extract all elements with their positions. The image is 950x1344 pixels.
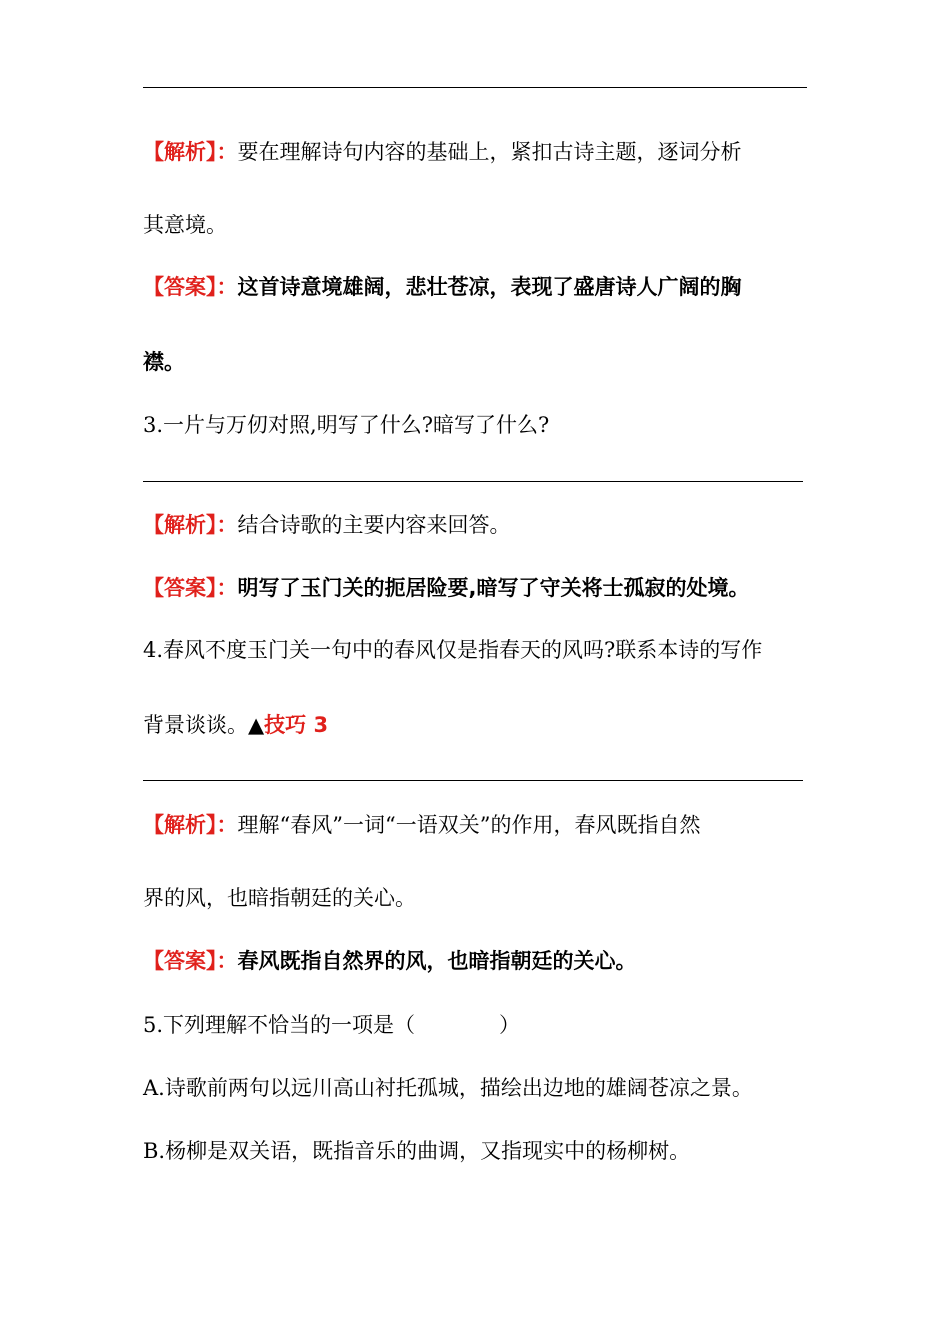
question-5 bbox=[143, 1010, 520, 1040]
option-text: B.杨柳是双关语，既指音乐的曲调，又指现实中的杨柳树。 bbox=[143, 1139, 691, 1163]
answer-line-q4 bbox=[143, 780, 803, 781]
q2-answer-line1 bbox=[143, 272, 742, 302]
answer-label: 【答案】： bbox=[143, 576, 238, 600]
answer-text: 春风既指自然界的风，也暗指朝廷的关心。 bbox=[237, 949, 637, 973]
q3-analysis bbox=[143, 510, 511, 540]
analysis-label: 【解析】： bbox=[143, 513, 238, 537]
question-4-line1 bbox=[143, 635, 762, 665]
question-3 bbox=[143, 410, 549, 440]
answer-text: 这首诗意境雄阔，悲壮苍凉，表现了盛唐诗人广阔的胸 bbox=[237, 275, 742, 299]
q2-analysis-line1 bbox=[143, 137, 742, 167]
q4-analysis-line1 bbox=[143, 810, 700, 840]
option-text: A.诗歌前两句以远川高山衬托孤城，描绘出边地的雄阔苍凉之景。 bbox=[143, 1076, 753, 1100]
q2-analysis-line2 bbox=[143, 210, 227, 240]
tip-label: 技巧 3 bbox=[264, 713, 329, 737]
question-text: 5.下列理解不恰当的一项是（ ） bbox=[143, 1013, 521, 1037]
analysis-label: 【解析】： bbox=[143, 813, 238, 837]
question-5-option-b bbox=[143, 1136, 690, 1166]
answer-text: 明写了玉门关的扼居险要,暗写了守关将士孤寂的处境。 bbox=[237, 576, 750, 600]
answer-label: 【答案】： bbox=[143, 949, 238, 973]
question-text: 背景谈谈。 bbox=[143, 713, 248, 737]
analysis-text: 要在理解诗句内容的基础上，紧扣古诗主题，逐词分析 bbox=[237, 140, 742, 164]
analysis-text: 其意境。 bbox=[143, 213, 227, 237]
analysis-label: 【解析】： bbox=[143, 140, 238, 164]
answer-label: 【答案】： bbox=[143, 275, 238, 299]
answer-line-q3 bbox=[143, 481, 803, 482]
q2-answer-line2 bbox=[143, 347, 185, 377]
question-5-option-a bbox=[143, 1073, 753, 1103]
question-text: 3.一片与万仞对照,明写了什么?暗写了什么? bbox=[143, 413, 550, 437]
analysis-text: 结合诗歌的主要内容来回答。 bbox=[237, 513, 511, 537]
triangle-icon: ▲ bbox=[248, 713, 265, 737]
q4-analysis-line2 bbox=[143, 883, 416, 913]
q4-answer bbox=[143, 946, 637, 976]
q3-answer bbox=[143, 573, 749, 603]
question-4-line2 bbox=[143, 710, 328, 740]
answer-line-q2 bbox=[143, 87, 807, 88]
analysis-text: 理解“春风”一词“一语双关”的作用，春风既指自然 bbox=[237, 813, 701, 837]
question-text: 4.春风不度玉门关一句中的春风仅是指春天的风吗?联系本诗的写作 bbox=[143, 638, 763, 662]
analysis-text: 界的风，也暗指朝廷的关心。 bbox=[143, 886, 416, 910]
answer-text: 襟。 bbox=[143, 350, 185, 374]
